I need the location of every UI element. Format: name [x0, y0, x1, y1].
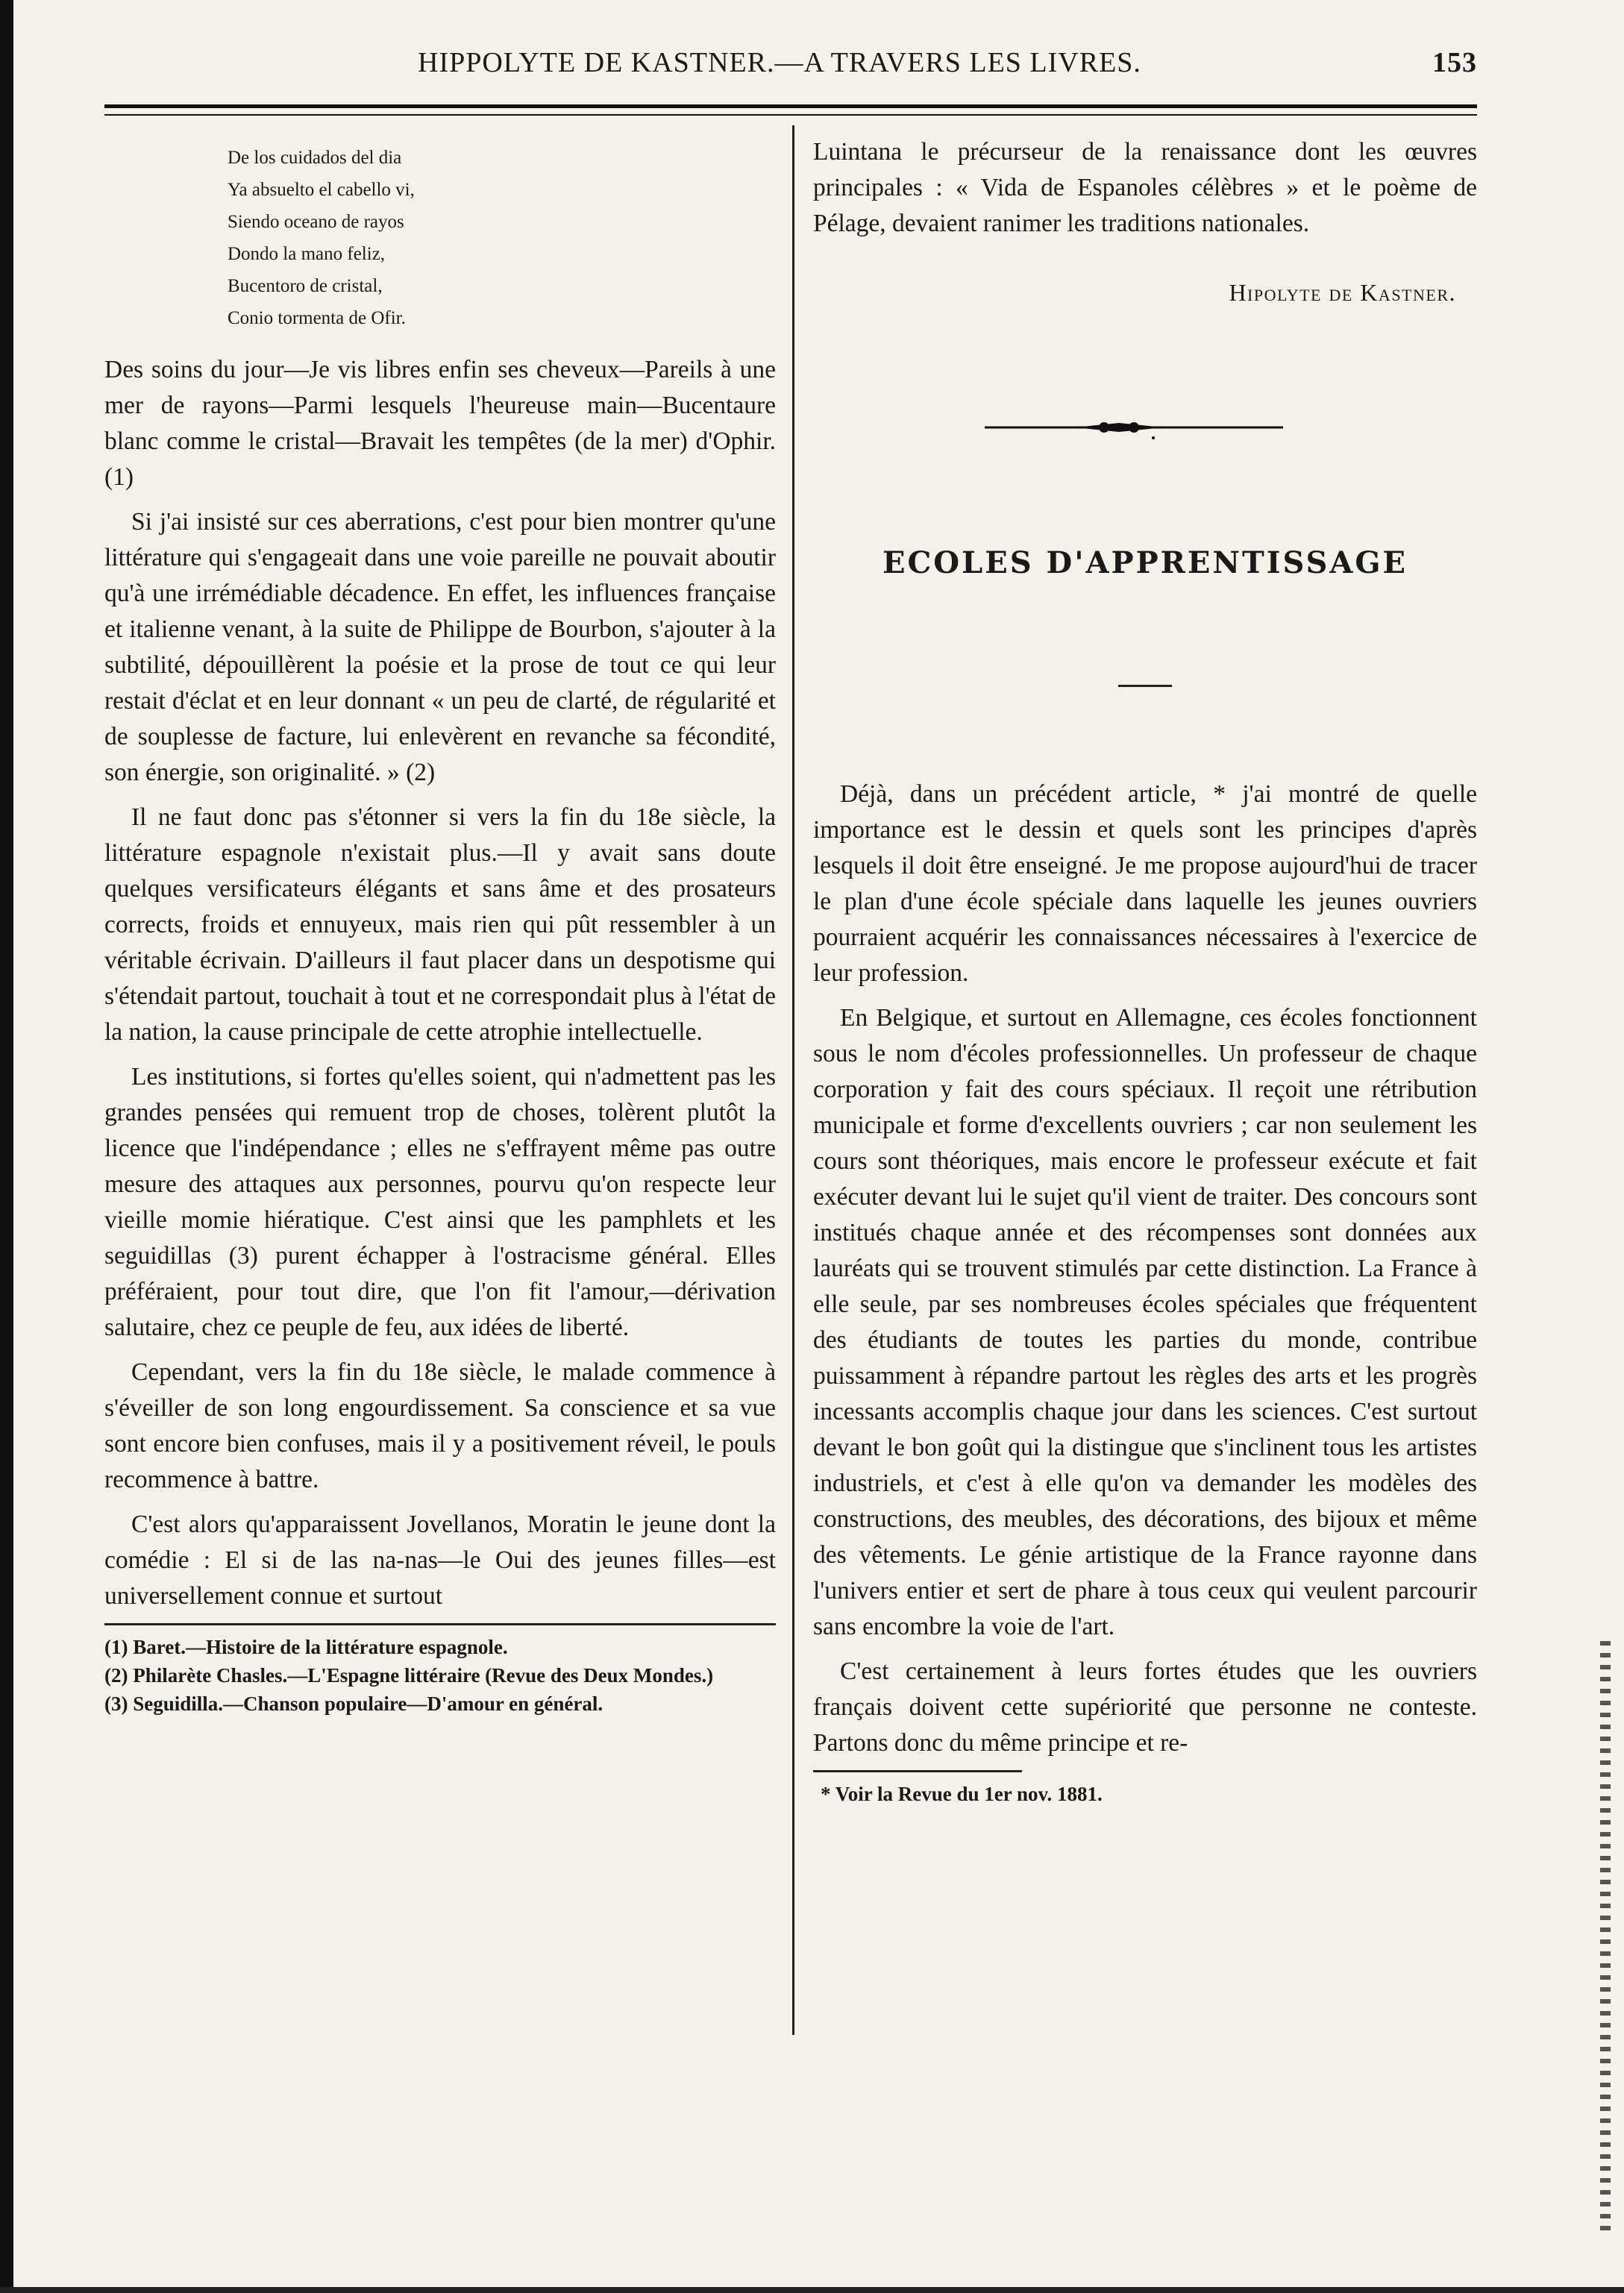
running-head	[112, 46, 1477, 76]
page-edge-left	[0, 0, 13, 2293]
footnote-rule	[813, 1770, 1022, 1772]
page-number: 153	[1432, 47, 1477, 78]
footnote: (2) Philarète Chasles.—L'Espagne littéraire (Revue des Deux Mondes.)	[104, 1664, 714, 1687]
verse-line: De los cuidados del dia	[228, 148, 402, 168]
header-rule-thin	[104, 114, 1477, 116]
running-title: HIPPOLYTE DE KASTNER.—A TRAVERS LES LIVRES.	[418, 47, 1141, 78]
author-signature: Hipolyte de Kastner.	[1229, 279, 1456, 306]
body-paragraph: C'est certainement à leurs fortes études que les ouvriers français doivent cette supériorité que personne ne conteste. Partons donc du même principe et re-	[813, 1657, 1477, 1757]
body-paragraph: Déjà, dans un précédent article, * j'ai montré de quelle importance est le dessin et quels sont les principes d'après lesquels il doit être enseigné. Je me propose aujourd'hui de tracer le plan d'une école spéciale dans laquelle les jeunes ouvriers pourraient acquérir les connaissances nécessaires à l'exercice de leur profession.	[813, 780, 1477, 987]
footnote: (1) Baret.—Histoire de la littérature espagnole.	[104, 1636, 508, 1658]
footnote-rule	[104, 1623, 776, 1625]
continued-paragraph: Luintana le précurseur de la renaissance dont les œuvres principales : « Vida de Espanoles célèbres » et le poème de Pélage, devaient ranimer les traditions nationales.	[813, 138, 1477, 237]
body-paragraph: Cependant, vers la fin du 18e siècle, le malade commence à s'éveiller de son long engourdissement. Sa conscience et sa vue sont encore bien confuses, mais il y a positivement réveil, le pouls recommence à battre.	[104, 1358, 776, 1493]
scan-margin-marks	[1600, 1641, 1611, 2238]
title-rule	[1118, 685, 1172, 687]
body-paragraph: Il ne faut donc pas s'étonner si vers la fin du 18e siècle, la littérature espagnole n'existait plus.—Il y avait sans doute quelques versificateurs élégants et sans âme et des prosateurs corrects, froids et ennuyeux, mais rien qui pût ressembler à un véritable écrivain. D'ailleurs il faut placer dans un despotisme qui s'étendait partout, touchait à tout et ne correspondait plus à l'état de la nation, la cause principale de cette atrophie intellectuelle.	[104, 803, 776, 1046]
verse-line: Bucentoro de cristal,	[228, 276, 383, 296]
body-paragraph: Les institutions, si fortes qu'elles soient, qui n'admettent pas les grandes pensées qui remuent trop de choses, tolèrent plutôt la licence que l'indépendance ; elles ne s'effrayent même pas outre mesure des attaques aux personnes, pourvu qu'on respecte leur vieille momie hiératique. C'est ainsi que les pamphlets et les seguidillas (3) purent échapper à l'ostracisme général. Elles préféraient, pour tout dire, que l'on fit l'amour,—dérivation salutaire, chez ce peuple de feu, aux idées de liberté.	[104, 1063, 776, 1341]
verse-translation: Des soins du jour—Je vis libres enfin ses cheveux—Pareils à une mer de rayons—Parmi lesquels l'heureuse main—Bucentaure blanc comme le cristal—Bravait les tempêtes (de la mer) d'Ophir. (1)	[104, 356, 776, 491]
verse-line: Ya absuelto el cabello vi,	[228, 180, 415, 200]
column-divider	[792, 125, 794, 2035]
verse-line: Conio tormenta de Ofir.	[228, 308, 406, 328]
verse-line: Siendo oceano de rayos	[228, 212, 404, 232]
body-paragraph: En Belgique, et surtout en Allemagne, ces écoles fonctionnent sous le nom d'écoles professionnelles. Un professeur de chaque corporation y fait des cours spéciaux. Il reçoit une rétribution municipale et forme d'excellents ouvriers ; car non seulement les cours sont théoriques, mais encore le professeur exécute et fait exécuter devant lui le sujet qu'il vient de traiter. Des concours sont institués chaque année et des récompenses sont données aux lauréats qui se trouvent stimulés par cette distinction. La France à elle seule, par ses nombreuses écoles spéciales que fréquentent des étudiants de toutes les parties du monde, contribue puissamment à répandre partout les règles des arts et les progrès incessants accomplis chaque jour dans les sciences. C'est surtout devant le bon goût qui la distingue que s'inclinent tous les artistes industriels, et c'est à elle qu'on va demander les modèles des constructions, des meubles, des décorations, des bijoux et même des vêtements. Le génie artistique de la France rayonne dans l'univers entier et sert de phare à tous ceux qui veulent parcourir sans encombre la voie de l'art.	[813, 1004, 1477, 1640]
ornament-icon	[985, 418, 1283, 441]
right-column	[813, 134, 1477, 1808]
footnote: * Voir la Revue du 1er nov. 1881.	[821, 1783, 1103, 1805]
left-column	[104, 142, 776, 1718]
footnote: (3) Seguidilla.—Chanson populaire—D'amour en général.	[104, 1693, 603, 1715]
ornamental-divider	[813, 411, 1477, 456]
section-body	[813, 777, 1477, 1761]
body-paragraph: Si j'ai insisté sur ces aberrations, c'est pour bien montrer qu'une littérature qui s'engageait dans une voie pareille ne pouvait aboutir qu'à une irrémédiable décadence. En effet, les influences française et italienne venant, à la suite de Philippe de Bourbon, s'ajouter à la subtilité, dépouillèrent la poésie et la prose de tout ce qui leur restait d'éclat et en leur donnant « un peu de clarté, de régularité et de souplesse de facture, lui enlevèrent en revanche sa fécondité, son énergie, son originalité. » (2)	[104, 508, 776, 786]
verse-line: Dondo la mano feliz,	[228, 244, 386, 264]
section-title: ECOLES D'APPRENTISSAGE	[882, 545, 1408, 580]
body-paragraph: C'est alors qu'apparaissent Jovellanos, Moratin le jeune dont la comédie : El si de las na-nas—le Oui des jeunes filles—est universellement connue et surtout	[104, 1511, 776, 1610]
header-rule-thick	[104, 104, 1477, 108]
spanish-verse	[228, 142, 776, 334]
page-edge-bottom	[0, 2287, 1624, 2293]
